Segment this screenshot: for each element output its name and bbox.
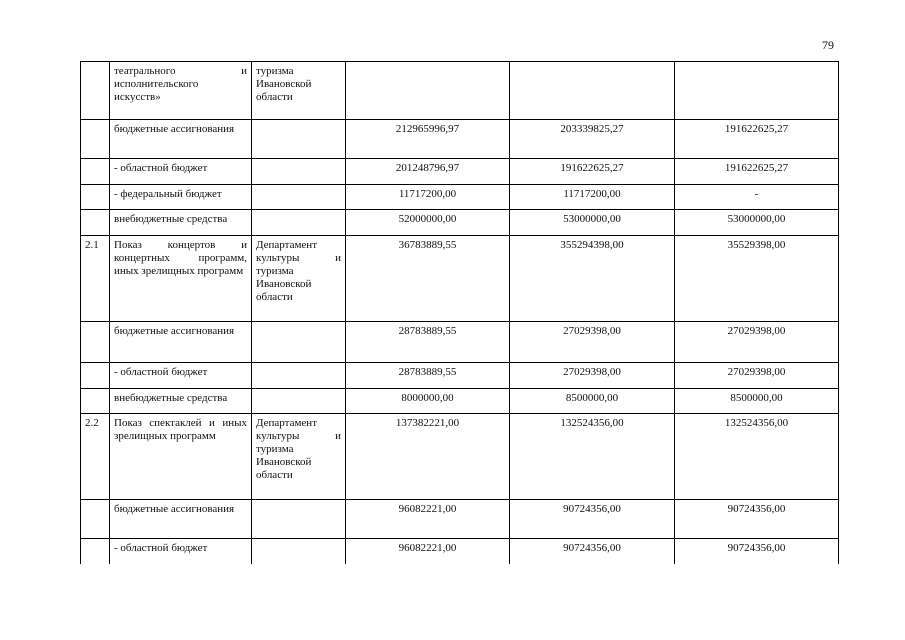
- row-number-cell: 2.2: [81, 414, 110, 500]
- value-cell-year-3: 27029398,00: [675, 363, 839, 389]
- value-cell-year-2: 90724356,00: [510, 539, 675, 564]
- value-cell-year-1: 137382221,00: [346, 414, 510, 500]
- row-number-cell: [81, 363, 110, 389]
- value-cell-year-2: 132524356,00: [510, 414, 675, 500]
- activity-name-cell: внебюджетные средства: [110, 210, 252, 236]
- value-cell-year-1: 8000000,00: [346, 389, 510, 414]
- executor-cell: [252, 363, 346, 389]
- executor-cell: [252, 210, 346, 236]
- row-number-cell: [81, 389, 110, 414]
- value-cell-year-1: 36783889,55: [346, 236, 510, 322]
- row-number-cell: [81, 500, 110, 539]
- row-number-cell: [81, 159, 110, 185]
- executor-cell: [252, 120, 346, 159]
- activity-name-cell: Показ спектаклей и иных зрелищных программ: [110, 414, 252, 500]
- value-cell-year-1: 96082221,00: [346, 539, 510, 564]
- value-cell-year-2: 355294398,00: [510, 236, 675, 322]
- value-cell-year-1: [346, 62, 510, 120]
- value-cell-year-1: 28783889,55: [346, 322, 510, 363]
- activity-name-cell: бюджетные ассигнования: [110, 500, 252, 539]
- row-number-cell: 2.1: [81, 236, 110, 322]
- activity-name-cell: - областной бюджет: [110, 159, 252, 185]
- row-number-cell: [81, 210, 110, 236]
- executor-cell: [252, 539, 346, 564]
- value-cell-year-3: [675, 62, 839, 120]
- value-cell-year-1: 96082221,00: [346, 500, 510, 539]
- table-row: [81, 120, 839, 159]
- row-number-cell: [81, 322, 110, 363]
- activity-name-cell: театрального и исполнительского искусств»: [110, 62, 252, 120]
- activity-name-cell: - федеральный бюджет: [110, 185, 252, 210]
- table-row: [81, 539, 839, 564]
- executor-cell: [252, 185, 346, 210]
- value-cell-year-2: [510, 62, 675, 120]
- executor-cell: Департамент культуры и туризма Ивановской области: [252, 236, 346, 322]
- executor-cell: Департамент культуры и туризма Ивановской области: [252, 414, 346, 500]
- executor-cell: [252, 322, 346, 363]
- row-number-cell: [81, 62, 110, 120]
- table-row: [81, 159, 839, 185]
- value-cell-year-2: 203339825,27: [510, 120, 675, 159]
- value-cell-year-3: -: [675, 185, 839, 210]
- value-cell-year-3: 53000000,00: [675, 210, 839, 236]
- activity-name-cell: бюджетные ассигнования: [110, 120, 252, 159]
- value-cell-year-2: 53000000,00: [510, 210, 675, 236]
- value-cell-year-1: 52000000,00: [346, 210, 510, 236]
- table-row: [81, 62, 839, 120]
- executor-cell: [252, 500, 346, 539]
- table-row: [81, 363, 839, 389]
- value-cell-year-3: 27029398,00: [675, 322, 839, 363]
- activity-name-cell: бюджетные ассигнования: [110, 322, 252, 363]
- table-row: [81, 322, 839, 363]
- table-row: [81, 414, 839, 500]
- activity-name-cell: - областной бюджет: [110, 363, 252, 389]
- executor-cell: [252, 159, 346, 185]
- value-cell-year-1: 28783889,55: [346, 363, 510, 389]
- table-row: [81, 210, 839, 236]
- activity-name-cell: Показ концертов и концертных программ, иных зрелищных программ: [110, 236, 252, 322]
- table-row: [81, 389, 839, 414]
- value-cell-year-3: 35529398,00: [675, 236, 839, 322]
- row-number-cell: [81, 120, 110, 159]
- value-cell-year-2: 27029398,00: [510, 322, 675, 363]
- value-cell-year-3: 132524356,00: [675, 414, 839, 500]
- value-cell-year-3: 90724356,00: [675, 539, 839, 564]
- value-cell-year-3: 8500000,00: [675, 389, 839, 414]
- value-cell-year-2: 27029398,00: [510, 363, 675, 389]
- row-number-cell: [81, 539, 110, 564]
- budget-table: [80, 61, 839, 564]
- value-cell-year-1: 201248796,97: [346, 159, 510, 185]
- activity-name-cell: внебюджетные средства: [110, 389, 252, 414]
- value-cell-year-2: 11717200,00: [510, 185, 675, 210]
- budget-table-body: [81, 62, 839, 564]
- value-cell-year-1: 11717200,00: [346, 185, 510, 210]
- value-cell-year-1: 212965996,97: [346, 120, 510, 159]
- value-cell-year-2: 8500000,00: [510, 389, 675, 414]
- table-row: [81, 185, 839, 210]
- row-number-cell: [81, 185, 110, 210]
- table-row: [81, 500, 839, 539]
- table-row: [81, 236, 839, 322]
- executor-cell: [252, 389, 346, 414]
- value-cell-year-2: 191622625,27: [510, 159, 675, 185]
- executor-cell: туризма Ивановской области: [252, 62, 346, 120]
- page-number: 79: [822, 38, 834, 52]
- activity-name-cell: - областной бюджет: [110, 539, 252, 564]
- value-cell-year-3: 191622625,27: [675, 159, 839, 185]
- value-cell-year-2: 90724356,00: [510, 500, 675, 539]
- value-cell-year-3: 90724356,00: [675, 500, 839, 539]
- value-cell-year-3: 191622625,27: [675, 120, 839, 159]
